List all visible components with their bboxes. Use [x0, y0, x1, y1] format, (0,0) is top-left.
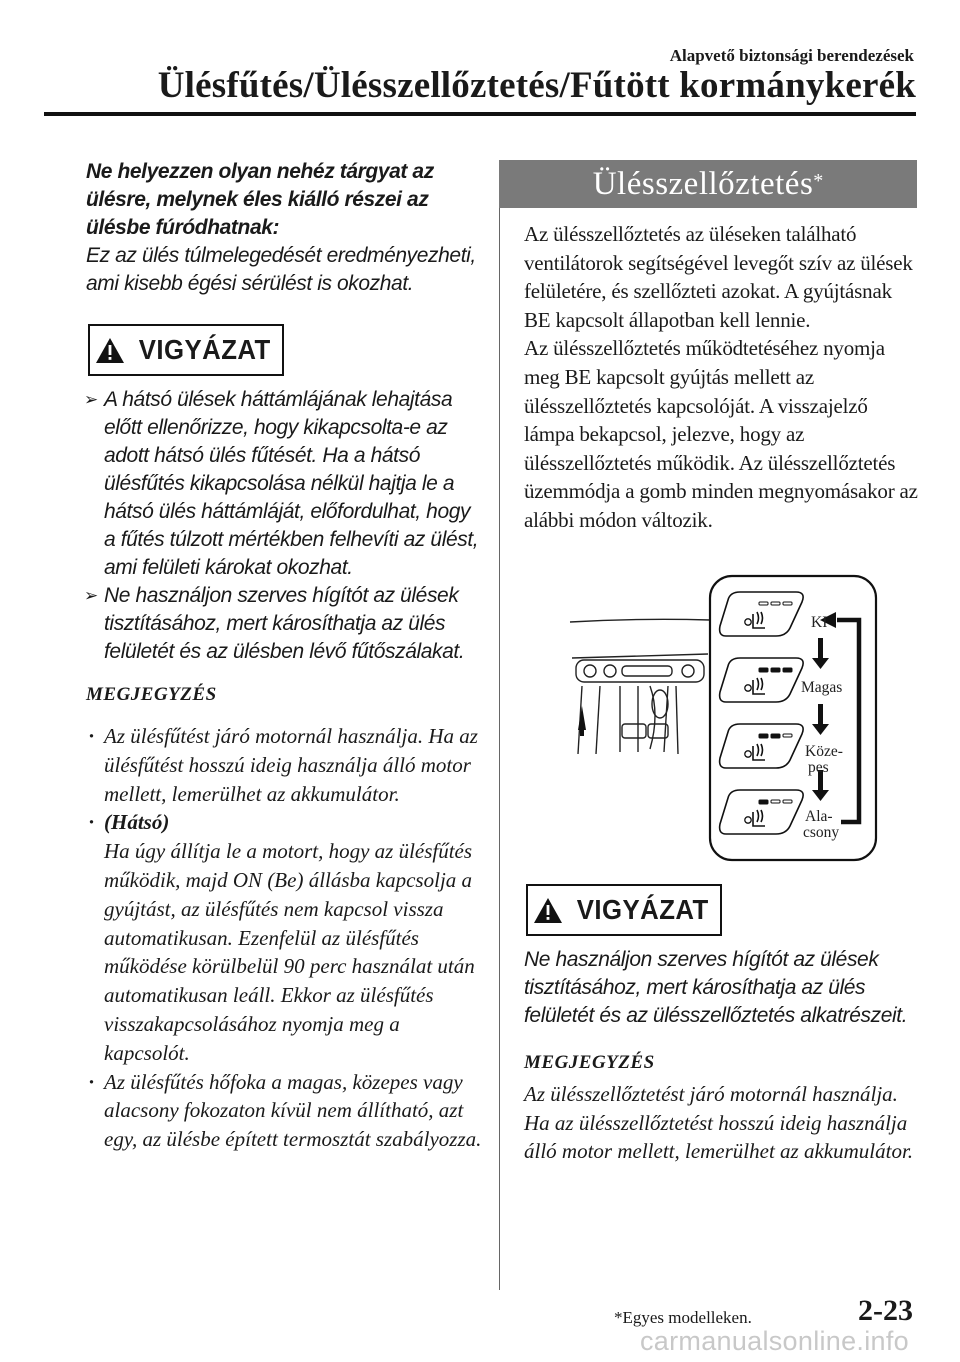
note-list-left — [86, 722, 484, 1154]
warning-box-left — [88, 324, 284, 376]
note-item — [86, 1068, 484, 1154]
paragraph: Az ülésszellőztetés az üléseken található ventilátorok segítségével levegőt szív az ülések felületére, és szellőzteti azokat. A gyújtásnak BE kapcsolt állapotban kell lennie. — [524, 222, 913, 332]
warning-box-right — [526, 884, 722, 936]
level-indicator — [771, 668, 780, 672]
warning-label: VIGYÁZAT — [576, 894, 709, 925]
header-rule — [44, 112, 916, 116]
page-title: Ülésfűtés/Ülésszellőztetés/Fűtött kormánykerék — [157, 65, 916, 106]
mode-label: KI — [811, 614, 828, 631]
watermark: carmanualsonline.info — [640, 1326, 909, 1356]
level-indicator — [759, 734, 768, 738]
note-heading-right: MEGJEGYZÉS — [524, 1052, 655, 1073]
paragraph: Az ülésszellőztetés működtetéséhez nyomja meg BE kapcsolt gyújtás mellett az ülésszellőztetés kapcsolóját. A visszajelző lámpa bekapcsol, jelezve, hogy az ülésszellőztetés működik. Az ülésszellőztetés üzemmódja a gomb minden megnyomásakor az alábbi módon változik. — [524, 336, 918, 532]
warning-item: ➢ A hátsó ülések háttámlájának lehajtása előtt ellenőrizze, hogy kikapcsolta-e az adott hátsó ülés fűtését. Ha a hátsó ülésfűtés kikapcsolása nélkül hajtja le a hátsó ülés háttámláját, előfordulhat, hogy a fűtés túlzott mértékben felhevíti az ülést, ami felületi károkat okozhat. — [86, 386, 484, 582]
left-intro — [86, 158, 484, 298]
section-label: Alapvető biztonsági berendezések — [669, 46, 914, 65]
note-text: Az ülésfűtést járó motornál használja. Ha az ülésfűtést hosszú ideig használja álló motor mellett, lemerülhet az akkumulátor. — [104, 724, 478, 806]
level-indicator — [783, 602, 792, 605]
section-title-bar — [499, 160, 917, 208]
column-divider — [499, 160, 500, 1290]
right-body — [524, 220, 918, 535]
level-indicator — [759, 602, 768, 605]
section-star: * — [813, 169, 824, 192]
note-item — [86, 722, 484, 808]
level-indicator — [759, 668, 768, 672]
warning-label: VIGYÁZAT — [138, 334, 271, 365]
footnote: *Egyes modelleken. — [614, 1308, 752, 1327]
note-bold: (Hátsó) — [104, 810, 170, 835]
dashboard-illustration — [570, 619, 710, 754]
note-text: Az ülésfűtés hőfoka a magas, közepes vagy alacsony fokozaton kívül nem állítható, azt egy, az ülésbe épített termosztát szabályozza. — [104, 1069, 482, 1152]
warning-triangle-icon — [95, 337, 125, 364]
level-indicator — [771, 800, 780, 803]
warning-item: ➢ Ne használjon szerves hígítót az ülések tisztításához, mert károsíthatja az ülés felületét és az ülésben lévő fűtőszálakat. — [86, 582, 484, 666]
intro-bold: Ne helyezzen olyan nehéz tárgyat az ülésre, melynek éles kiálló részei az ülésbe fúródhatnak: — [86, 160, 434, 239]
level-indicator — [771, 602, 780, 605]
intro-body: Ez az ülés túlmelegedését eredményezheti, ami kisebb égési sérülést is okozhat. — [86, 244, 476, 295]
mode-label: Magas — [801, 679, 843, 696]
mode-label: Ala- — [805, 808, 833, 825]
page-number: 2-23 — [858, 1294, 913, 1327]
level-indicator — [771, 734, 780, 738]
warning-text-right: Ne használjon szerves hígítót az ülések tisztításához, mert károsíthatja az ülés felületét és az ülésszellőztetés alkatrészeit. — [524, 948, 908, 1027]
mode-label: pes — [808, 759, 829, 776]
mode-label: csony — [803, 824, 840, 841]
level-indicator — [759, 800, 768, 804]
warning-list-left — [86, 386, 484, 666]
note-text-right: Az ülésszellőztetést járó motornál használja. Ha az ülésszellőztetést hosszú ideig használja álló motor mellett, lemerülhet az akkumulátor. — [524, 1082, 914, 1164]
level-indicator — [783, 800, 792, 803]
section-title: Ülésszellőztetés — [592, 165, 814, 202]
ventilation-mode-diagram — [560, 574, 880, 864]
note-text: Ha úgy állítja le a motort, hogy az ülésfűtés működik, majd ON (Be) állásba kapcsolja a gyújtást, az ülésfűtés nem kapcsol vissza automatikusan. Ezenfelül az ülésfűtés működése körülbelül 90 perc használat után automatikusan leáll. Ekkor az ülésfűtés visszakapcsolásához nyomja meg a kapcsolót. — [104, 839, 475, 1065]
note-heading-left: MEGJEGYZÉS — [86, 684, 217, 705]
note-item — [86, 808, 484, 1067]
warning-triangle-icon — [533, 897, 563, 924]
level-indicator — [783, 734, 792, 737]
level-indicator — [783, 668, 792, 672]
mode-label: Köze- — [805, 743, 843, 760]
